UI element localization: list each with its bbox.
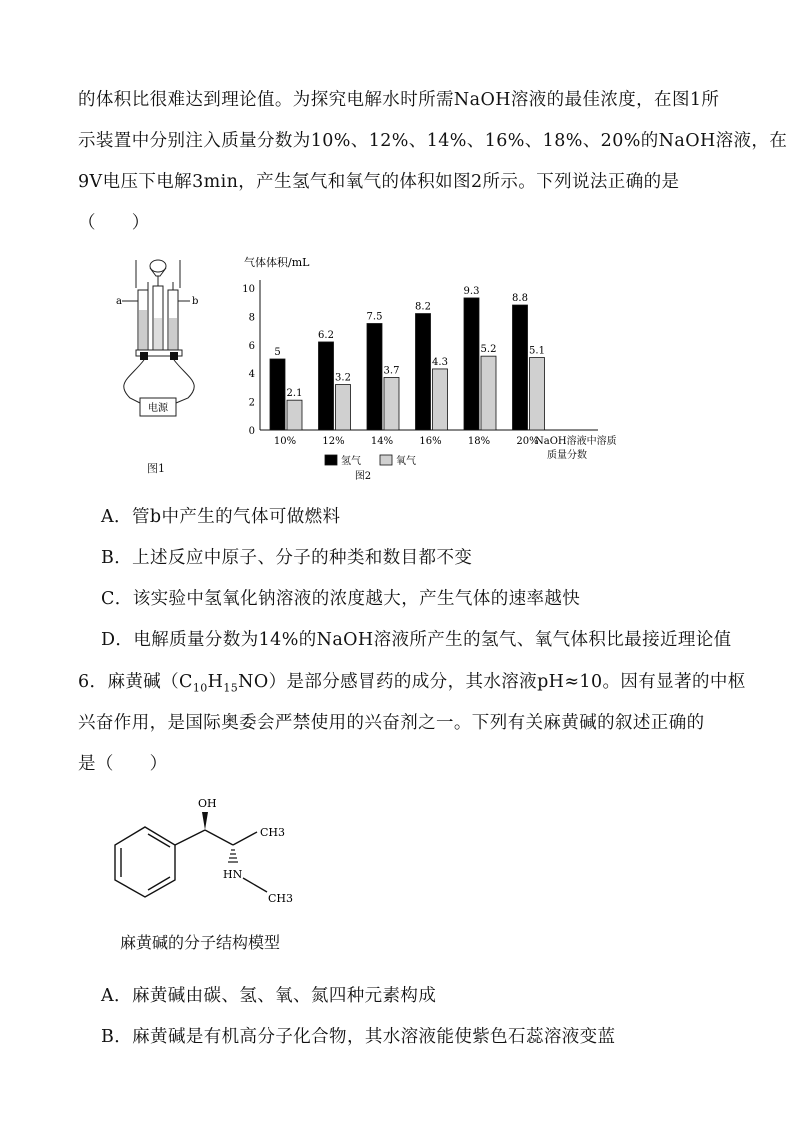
legend-swatch (325, 455, 337, 465)
q6-option-b[interactable]: B．麻黄碱是有机高分子化合物，其水溶液能使紫色石蕊溶液变蓝 (101, 1027, 616, 1047)
bar-oxygen (530, 358, 545, 430)
x-tick-label: 20% (516, 436, 539, 447)
bar-value-label: 3.7 (383, 365, 400, 377)
bar-oxygen (336, 385, 351, 430)
y-tick-label: 0 (248, 426, 255, 437)
bar-value-label: 8.2 (415, 301, 431, 313)
y-tick-label: 6 (248, 340, 255, 352)
legend-label: 氧气 (396, 456, 416, 467)
q6-number: 6． (78, 672, 108, 692)
y-tick-label: 2 (248, 397, 255, 409)
q5-line-3: 9V电压下电解3min，产生氢气和氧气的体积如图2所示。下列说法正确的是 (78, 172, 680, 192)
bar-hydrogen (367, 324, 382, 431)
x-tick-label: 12% (322, 436, 345, 447)
q5-option-b[interactable]: B．上述反应中原子、分子的种类和数目都不变 (101, 548, 473, 568)
bar-hydrogen (416, 314, 431, 430)
q6-title-pre: 麻黄碱（C (107, 672, 193, 692)
bar-value-label: 3.2 (335, 372, 351, 384)
x-tick-label: 18% (467, 436, 491, 447)
bar-oxygen (287, 400, 302, 430)
y-axis-title: 气体体积/mL (244, 256, 310, 269)
ephedrine-structure (105, 790, 305, 915)
y-tick-label: 10 (242, 284, 255, 295)
x-axis-title-line-2: 质量分数 (547, 450, 587, 461)
bar-value-label: 5.1 (529, 345, 545, 357)
y-tick-label: 8 (248, 312, 255, 324)
bar-value-label: 7.5 (366, 311, 383, 323)
x-tick-label: 10% (273, 436, 297, 447)
legend-swatch (380, 455, 392, 465)
figure-1-caption: 图1 (147, 462, 165, 475)
bar-hydrogen (464, 298, 479, 430)
x-tick-label: 14% (370, 436, 394, 447)
bar-value-label: 5 (274, 347, 281, 358)
ch3-top-label: CH3 (260, 826, 286, 839)
bar-value-label: 5.2 (480, 344, 497, 356)
y-tick-label: 4 (248, 369, 255, 381)
q5-line-2: 示装置中分别注入质量分数为10%、12%、14%、16%、18%、20%的NaOH溶液，在 (78, 131, 788, 151)
bar-value-label: 8.8 (512, 293, 528, 305)
x-axis-title-line-1: NaOH溶液中溶质 (535, 436, 617, 447)
bar-oxygen (433, 369, 448, 430)
bar-value-label: 9.3 (463, 285, 480, 297)
q5-line-1: 的体积比很难达到理论值。为探究电解水时所需NaOH溶液的最佳浓度，在图1所 (78, 90, 720, 110)
q6-h: H (207, 672, 224, 692)
bar-hydrogen (270, 359, 285, 430)
bar-hydrogen (513, 305, 528, 430)
label-a: a (116, 296, 122, 307)
legend-label: 氢气 (341, 456, 361, 467)
oh-label: OH (198, 797, 217, 810)
q6-option-a[interactable]: A．麻黄碱由碳、氢、氧、氮四种元素构成 (101, 986, 437, 1006)
q6-sub-10: 10 (192, 681, 208, 695)
q6-line-3: 是（ ） (78, 754, 168, 774)
figure-2-bar-chart (230, 250, 620, 485)
q6-line-1 (78, 668, 746, 695)
q5-answer-blank: （ ） (78, 213, 150, 233)
label-b: b (192, 296, 199, 307)
bar-hydrogen (319, 342, 334, 430)
bar-oxygen (481, 356, 496, 430)
q6-title-post: NO）是部分感冒药的成分，其水溶液pH≈10。因有显著的中枢 (238, 672, 746, 692)
bar-value-label: 6.2 (318, 329, 334, 341)
q5-option-d[interactable]: D．电解质量分数为14%的NaOH溶液所产生的氢气、氧气体积比最接近理论值 (101, 630, 732, 650)
figure-1-apparatus (110, 248, 210, 448)
hn-label: HN (223, 868, 243, 881)
x-tick-label: 16% (419, 436, 442, 447)
q5-option-c[interactable]: C．该实验中氢氧化钠溶液的浓度越大，产生气体的速率越快 (101, 589, 581, 609)
q5-option-a[interactable]: A．管b中产生的气体可做燃料 (101, 507, 341, 527)
figure-2-caption: 图2 (354, 471, 372, 482)
bar-value-label: 2.1 (286, 388, 303, 400)
structure-caption: 麻黄碱的分子结构模型 (120, 933, 281, 952)
power-source-label: 电源 (148, 403, 168, 414)
ch3-bottom-label: CH3 (268, 892, 294, 905)
bar-oxygen (384, 377, 399, 430)
bar-value-label: 4.3 (432, 356, 448, 368)
q6-line-2: 兴奋作用，是国际奥委会严禁使用的兴奋剂之一。下列有关麻黄碱的叙述正确的 (78, 713, 705, 733)
q6-sub-15: 15 (223, 681, 239, 695)
